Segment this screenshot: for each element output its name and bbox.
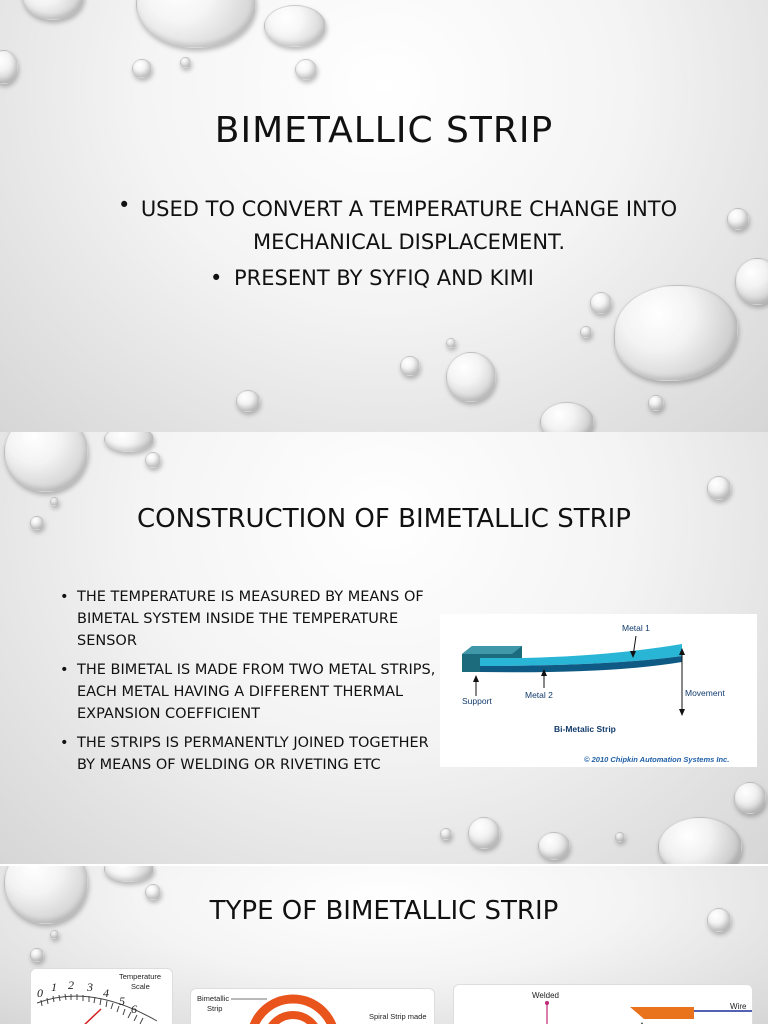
- water-drop: [468, 817, 500, 849]
- spiral-label: Bimetallic: [197, 994, 230, 1003]
- subtitle-text: USED TO CONVERT A TEMPERATURE CHANGE INTO MECHANICAL DISPLACEMENT.: [140, 197, 678, 254]
- list-item: [60, 586, 440, 652]
- water-drop: [136, 0, 256, 48]
- metal-1-label: Metal 1: [622, 623, 650, 633]
- bullet-icon: •: [210, 266, 223, 290]
- gauge-tick-label: 1: [51, 980, 57, 994]
- slide-types: [0, 866, 768, 1024]
- bimetal-diagram: [440, 614, 757, 767]
- list-item-text: THE TEMPERATURE IS MEASURED BY MEANS OF BIMETAL SYSTEM INSIDE THE TEMPERATURE SENSOR: [77, 589, 424, 649]
- water-drop: [735, 258, 768, 305]
- gauge-needle: [61, 1009, 101, 1024]
- water-drop: [104, 866, 154, 882]
- wire-label: Wire: [730, 1002, 747, 1011]
- welded-label: Welded: [532, 991, 559, 1000]
- gauge-scale-label: Temperature: [119, 972, 162, 981]
- gauge-tick-label: 2: [68, 978, 74, 992]
- water-drop: [400, 356, 420, 376]
- water-drop: [145, 452, 161, 468]
- water-drop: [446, 338, 456, 348]
- gauge-tick-label: 5: [119, 994, 125, 1008]
- slide-heading: TYPE OF BIMETALLIC STRIP: [209, 896, 559, 926]
- temperature-gauge-image: [30, 968, 173, 1024]
- subtitle-text: PRESENT BY SYFIQ AND KIMI: [234, 266, 534, 290]
- spiral-label: Strip: [207, 1004, 223, 1013]
- bullet-list: [60, 586, 440, 783]
- gauge-tick-label: 6: [131, 1002, 137, 1016]
- metal-2-label: Metal 2: [525, 690, 553, 700]
- bullet-icon: •: [118, 193, 131, 217]
- water-drop: [0, 50, 18, 84]
- water-drop: [446, 352, 496, 402]
- movement-label: Movement: [685, 688, 725, 698]
- list-item: [60, 732, 440, 776]
- water-drop: [264, 5, 326, 47]
- water-drop: [22, 0, 84, 20]
- slide-title-heading: BIMETALLIC STRIP: [214, 110, 554, 151]
- welded-strip-image: [453, 984, 753, 1024]
- figure-copyright: © 2010 Chipkin Automation Systems Inc.: [584, 755, 730, 764]
- bullet-icon: •: [60, 589, 69, 605]
- water-drop: [30, 948, 44, 962]
- figure-caption: Bi-Metalic Strip: [554, 724, 616, 734]
- spiral-label: Spiral Strip made: [369, 1012, 427, 1021]
- spiral-strip-image: [190, 988, 435, 1024]
- gauge-scale-label: Scale: [131, 982, 150, 991]
- subtitle-bullet: [118, 193, 678, 259]
- water-drop: [50, 930, 59, 939]
- water-drop: [4, 432, 88, 492]
- water-drop: [580, 326, 592, 338]
- water-drop: [236, 390, 260, 412]
- list-item-text: THE STRIPS IS PERMANENTLY JOINED TOGETHER BY MEANS OF WELDING OR RIVETING ETC: [77, 735, 429, 773]
- gauge-tick-label: 3: [87, 980, 93, 994]
- list-item: [60, 659, 440, 725]
- welded-strip-part: [630, 1007, 694, 1019]
- gauge-tick-label: 4: [103, 986, 109, 1000]
- water-drop: [658, 817, 742, 864]
- water-drop: [614, 285, 738, 381]
- water-drop: [132, 59, 152, 78]
- water-drop: [590, 292, 612, 314]
- water-drop: [648, 395, 664, 411]
- water-drop: [104, 432, 154, 452]
- water-drop: [540, 402, 594, 432]
- gauge-tick-label: 0: [37, 986, 43, 1000]
- water-drop: [727, 208, 749, 230]
- support-label: Support: [462, 696, 492, 706]
- water-drop: [734, 782, 766, 814]
- slide-title: [0, 0, 768, 432]
- bullet-icon: •: [60, 735, 69, 751]
- water-drop: [538, 832, 570, 860]
- slide-construction: [0, 432, 768, 864]
- water-drop: [615, 832, 625, 842]
- bullet-icon: •: [60, 662, 69, 678]
- water-drop: [440, 828, 452, 840]
- list-item-text: THE BIMETAL IS MADE FROM TWO METAL STRIPS, EACH METAL HAVING A DIFFERENT THERMAL EXPANSION COEFFICIENT: [77, 662, 436, 722]
- water-drop: [707, 476, 731, 500]
- slide-heading: CONSTRUCTION OF BIMETALLIC STRIP: [137, 504, 631, 534]
- water-drop: [295, 59, 317, 80]
- water-drop: [180, 57, 191, 68]
- subtitle-bullet: [210, 266, 610, 290]
